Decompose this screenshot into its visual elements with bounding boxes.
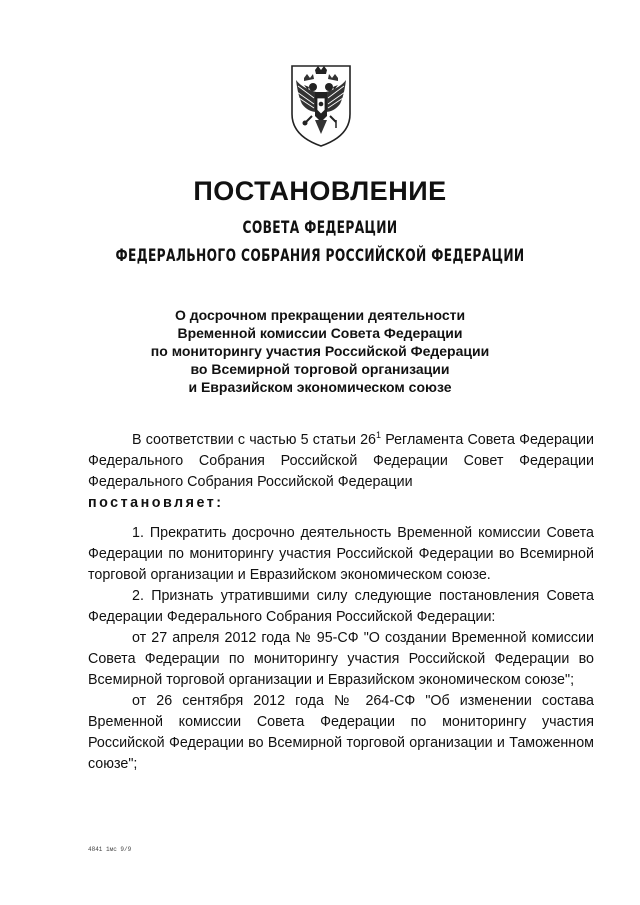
heading-line: Временной комиссии Совета Федерации <box>177 325 463 341</box>
heading-line: О досрочном прекращении деятельности <box>174 307 466 323</box>
repealed-resolution-2: от 26 сентября 2012 года № 264-СФ "Об изменении состава Временной комиссии Совета Федерации по мониторингу участия Российской Федерации во Всемирной торговой организации и Таможенном союзе"; <box>88 693 594 772</box>
heading-line: во Всемирной торговой организации <box>190 361 450 377</box>
russian-coat-of-arms-icon <box>286 60 356 148</box>
heading-line: и Евразийском экономическом союзе <box>188 379 452 395</box>
article-superscript: 1 <box>376 430 382 440</box>
repealed-resolution-1: от 27 апреля 2012 года № 95-СФ "О создании Временной комиссии Совета Федерации по мониторингу участия Российской Федерации во Всемирной торговой организации и Евразийском экономическом союзе"; <box>88 630 594 688</box>
preamble-text: В соответствии с частью 5 статьи 26 <box>132 432 377 448</box>
document-subtitle-assembly: ФЕДЕРАЛЬНОГО СОБРАНИЯ РОССИЙСКОЙ ФЕДЕРАЦИИ <box>115 246 525 266</box>
clause-1: 1. Прекратить досрочно деятельность Временной комиссии Совета Федерации по мониторингу участия Российской Федерации во Всемирной торговой организации и Евразийском экономическом союзе. <box>88 525 594 583</box>
clause-2: 2. Признать утратившими силу следующие постановления Совета Федерации Федерального Собрания Российской Федерации: <box>88 588 594 625</box>
document-title: ПОСТАНОВЛЕНИЕ <box>193 176 447 206</box>
document-body <box>88 430 594 775</box>
document-subtitle-council: СОВЕТА ФЕДЕРАЦИИ <box>242 218 398 238</box>
footer-code: 4841 1мс 9/9 <box>88 846 132 853</box>
heading-line: по мониторингу участия Российской Федерации <box>150 343 490 359</box>
resolution-heading <box>120 306 520 396</box>
decides-word: постановляет: <box>88 495 224 511</box>
preamble-text-continued: Регламента Совета Федерации Федерального Собрания Российской Федерации Совет Федерации Федерального Собрания Российской Федерации <box>88 432 595 490</box>
preamble-paragraph <box>88 430 594 514</box>
